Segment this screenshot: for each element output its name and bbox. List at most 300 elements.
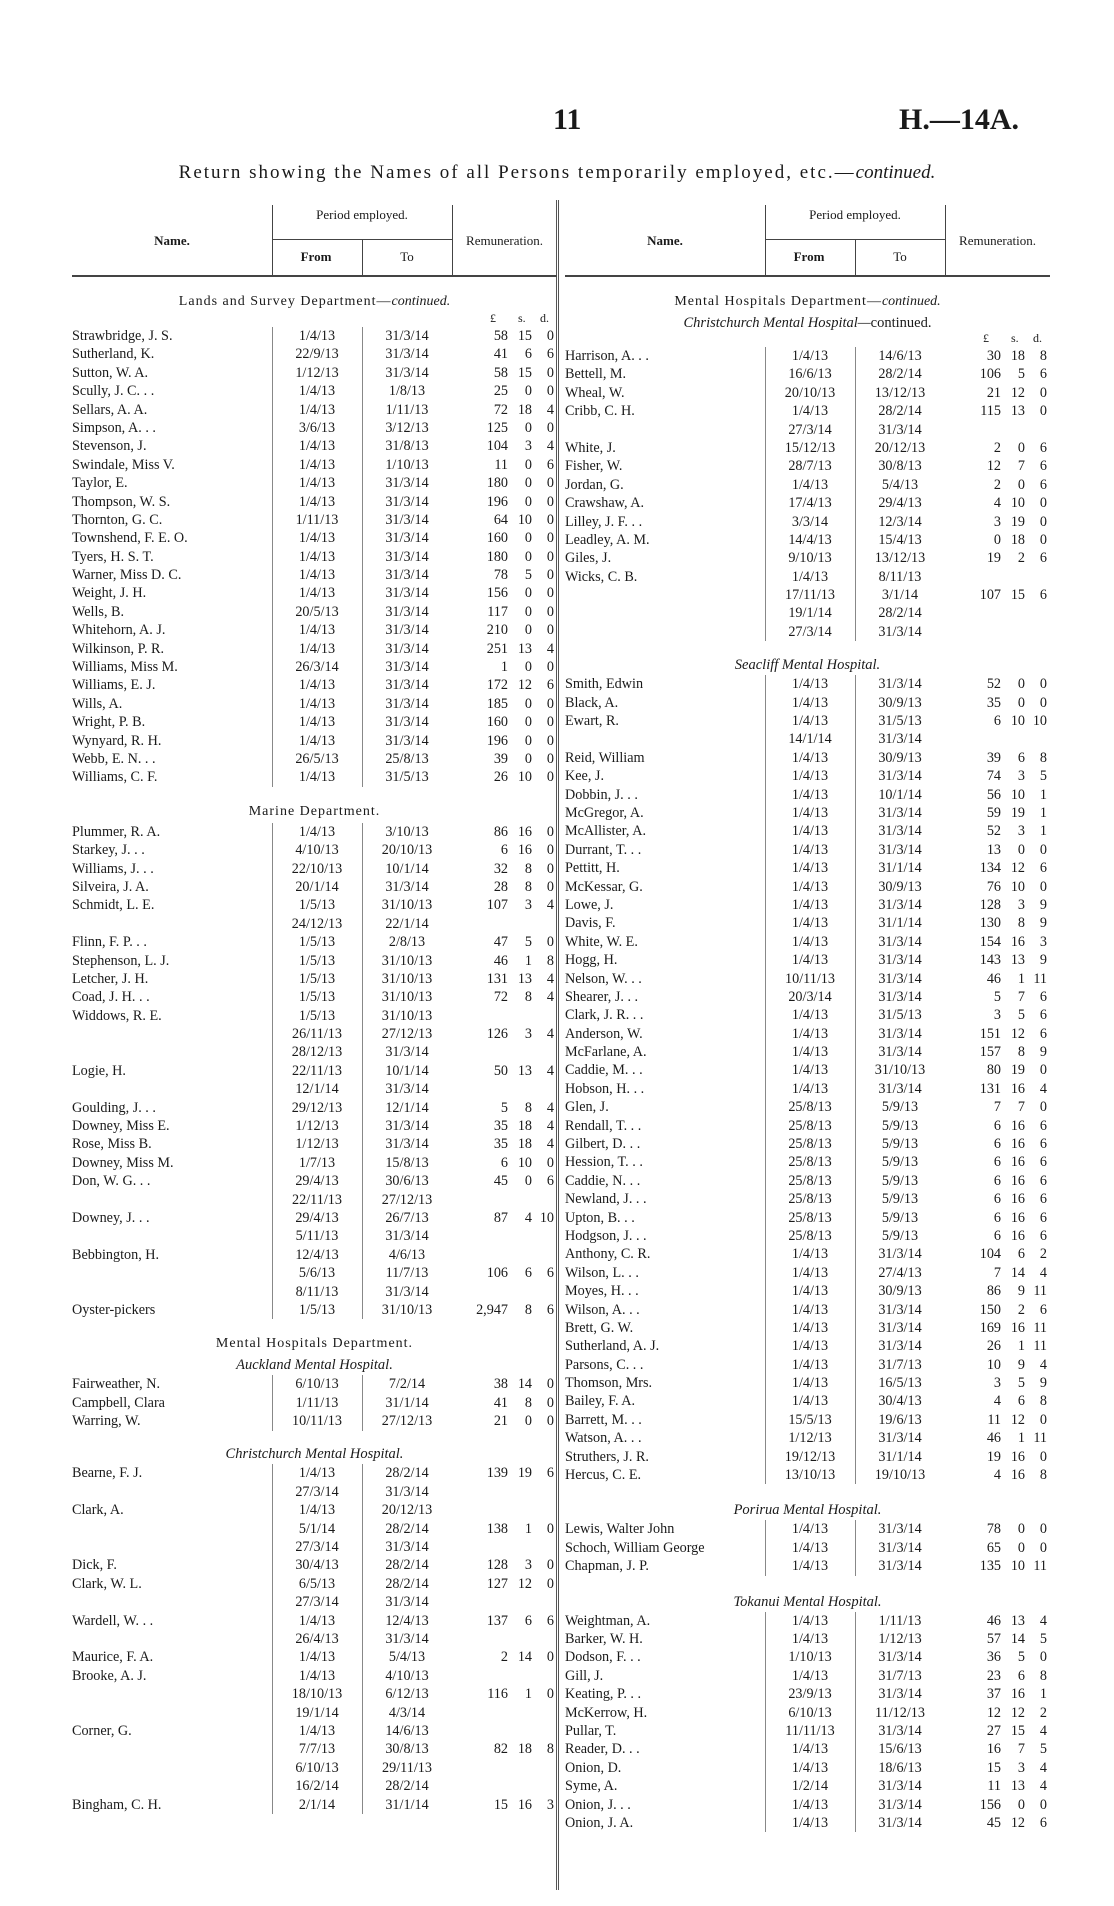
cell-from: 1/4/13	[765, 1245, 854, 1263]
cell-name: Dick, F.	[72, 1557, 117, 1574]
cell-shillings: 15	[1010, 587, 1025, 604]
cell-pounds: 39	[493, 750, 508, 767]
cell-shillings: 6	[1017, 1393, 1025, 1410]
cell-to: 4/3/14	[362, 1704, 451, 1722]
cell-to: 31/3/14	[362, 493, 451, 511]
cell-shillings: 1	[1017, 1430, 1025, 1447]
cell-from: 28/12/13	[272, 1043, 361, 1061]
cell-to: 30/9/13	[855, 878, 944, 896]
cell-pounds: 4	[993, 495, 1001, 512]
cell-shillings: 0	[1017, 1521, 1025, 1538]
cell-pence: 6	[1039, 439, 1047, 456]
table-row	[72, 548, 557, 566]
cell-to: 31/3/14	[855, 1648, 944, 1666]
cell-pence: 9	[1039, 952, 1047, 969]
cell-name: Wilkinson, P. R.	[72, 640, 165, 657]
cell-to: 31/3/14	[855, 1319, 944, 1337]
table-row	[72, 952, 557, 970]
cell-from: 1/4/13	[765, 1374, 854, 1392]
table-row	[565, 1722, 1050, 1740]
table-row	[565, 1264, 1050, 1282]
table-row	[72, 493, 557, 511]
cell-from: 5/11/13	[272, 1227, 361, 1245]
cell-to: 5/4/13	[855, 476, 944, 494]
cell-pence: 6	[1039, 1191, 1047, 1208]
cell-pence: 4	[546, 989, 554, 1006]
cell-name: Brett, G. W.	[565, 1319, 634, 1336]
cell-pence: 6	[1039, 1025, 1047, 1042]
cell-from: 29/4/13	[272, 1172, 361, 1190]
cell-to: 31/3/14	[362, 474, 451, 492]
cell-pence: 6	[1039, 458, 1047, 475]
cell-name: Gilbert, D. . .	[565, 1136, 641, 1153]
table-row	[565, 476, 1050, 494]
cell-pounds: 156	[486, 585, 508, 602]
cell-to: 31/3/14	[362, 695, 451, 713]
cell-pence: 0	[546, 1413, 554, 1430]
cell-pence: 0	[546, 732, 554, 749]
cell-to: 10/1/14	[855, 786, 944, 804]
cell-from: 1/4/13	[272, 1722, 361, 1740]
cell-name: Syme, A.	[565, 1778, 618, 1795]
cell-shillings: 5	[1017, 366, 1025, 383]
cell-pounds: 160	[486, 714, 508, 731]
cell-name: Weight, J. H.	[72, 585, 147, 602]
marine-rows	[72, 823, 557, 1320]
cell-pence: 0	[546, 383, 554, 400]
cell-pounds: 117	[487, 603, 508, 620]
porirua-rows	[565, 1520, 1050, 1575]
cell-pounds: 128	[979, 896, 1001, 913]
cell-from: 1/11/13	[272, 1394, 361, 1412]
table-row	[565, 384, 1050, 402]
table-header	[72, 205, 557, 277]
cell-pence: 4	[546, 1136, 554, 1153]
cell-from: 27/3/14	[272, 1593, 361, 1611]
cell-name: Thomson, Mrs.	[565, 1375, 653, 1392]
cell-from: 1/4/13	[272, 566, 361, 584]
cell-pence: 6	[1039, 476, 1047, 493]
cell-pence: 0	[546, 530, 554, 547]
table-row	[72, 584, 557, 602]
seacliff-rows	[565, 675, 1050, 1484]
header-remuneration: Remuneration.	[959, 233, 1036, 248]
cell-to: 31/8/13	[362, 437, 451, 455]
table-header	[565, 205, 1050, 277]
table-row	[565, 1448, 1050, 1466]
table-row	[72, 529, 557, 547]
cell-to: 31/10/13	[362, 896, 451, 914]
cell-pence: 11	[1033, 1319, 1047, 1336]
cell-pounds: 3	[993, 1007, 1001, 1024]
cell-to: 5/9/13	[855, 1135, 944, 1153]
table-row	[72, 1412, 557, 1430]
cell-name: Upton, B. . .	[565, 1209, 635, 1226]
cell-from: 1/4/13	[765, 568, 854, 586]
cell-to: 28/2/14	[855, 402, 944, 420]
cell-name: Weightman, A.	[565, 1612, 651, 1629]
cell-name: Fairweather, N.	[72, 1376, 161, 1393]
subtitle-main: Return showing the Names of all Persons temporarily employed, etc.—	[178, 162, 856, 183]
cell-shillings: 19	[517, 1465, 532, 1482]
cell-shillings: 16	[1010, 1191, 1025, 1208]
cell-name: Dodson, F. . .	[565, 1649, 641, 1666]
cell-pounds: 5	[500, 1099, 508, 1116]
cell-shillings: 1	[524, 1686, 532, 1703]
cell-from: 1/5/13	[272, 1301, 361, 1319]
table-row	[565, 1704, 1050, 1722]
cell-shillings: 15	[1010, 1722, 1025, 1739]
cell-name: Lilley, J. F. . .	[565, 513, 643, 530]
cell-from: 1/12/13	[765, 1429, 854, 1447]
cell-pounds: 130	[979, 915, 1001, 932]
cell-name: Starkey, J. . .	[72, 842, 145, 859]
cell-pence: 0	[546, 750, 554, 767]
table-row	[565, 970, 1050, 988]
cell-from: 25/8/13	[765, 1209, 854, 1227]
table-row	[565, 1190, 1050, 1208]
cell-to: 31/5/13	[855, 1006, 944, 1024]
cell-from: 6/10/13	[765, 1704, 854, 1722]
cell-pounds: 5	[993, 988, 1001, 1005]
cell-name: Clark, W. L.	[72, 1575, 142, 1592]
table-row	[72, 988, 557, 1006]
cell-to: 11/12/13	[855, 1704, 944, 1722]
header-from: From	[300, 249, 332, 264]
cell-pounds: 46	[986, 1430, 1001, 1447]
cell-pence: 0	[1039, 1448, 1047, 1465]
unit-pence: d.	[1033, 331, 1042, 345]
cell-pence: 11	[1033, 1283, 1047, 1300]
table-row	[72, 1117, 557, 1135]
table-row	[72, 1135, 557, 1153]
cell-pence: 5	[1039, 1741, 1047, 1758]
cell-pounds: 2	[993, 439, 1001, 456]
cell-to: 12/4/13	[362, 1612, 451, 1630]
cell-pence: 5	[1039, 1631, 1047, 1647]
cell-from: 1/4/13	[272, 768, 361, 786]
cell-pence: 4	[1039, 1778, 1047, 1795]
cell-shillings: 16	[1010, 1154, 1025, 1171]
cell-to: 5/9/13	[855, 1153, 944, 1171]
cell-to: 20/12/13	[362, 1501, 451, 1519]
cell-to: 31/3/14	[362, 1135, 451, 1153]
cell-name: Pullar, T.	[565, 1722, 617, 1739]
cell-to: 31/3/14	[855, 767, 944, 785]
cell-shillings: 9	[1017, 1283, 1025, 1300]
cell-from: 26/11/13	[272, 1025, 361, 1043]
cell-to: 7/2/14	[362, 1375, 451, 1393]
table-row	[565, 604, 1050, 622]
cell-to: 31/10/13	[855, 1061, 944, 1079]
section-title-marine: Marine Department.	[248, 803, 381, 819]
cell-name: Clark, J. R. . .	[565, 1007, 644, 1024]
cell-name: Corner, G.	[72, 1722, 132, 1739]
cell-to: 16/5/13	[855, 1374, 944, 1392]
cell-name: Oyster-pickers	[72, 1301, 156, 1318]
cell-shillings: 12	[1010, 1704, 1025, 1721]
cell-shillings: 5	[524, 567, 532, 584]
cell-pence: 1	[1039, 786, 1047, 803]
cell-pounds: 6	[993, 1172, 1001, 1189]
cell-shillings: 7	[1017, 1099, 1025, 1116]
cell-to: 31/3/14	[362, 732, 451, 750]
table-row	[565, 347, 1050, 365]
table-row	[72, 1667, 557, 1685]
page-header	[0, 103, 1114, 143]
cell-shillings: 1	[1017, 970, 1025, 987]
subtitle-cont: continued.	[855, 162, 936, 183]
cell-name: Wicks, C. B.	[565, 568, 638, 585]
table-row	[72, 437, 557, 455]
cell-pounds: 6	[993, 1136, 1001, 1153]
cell-pounds: 134	[979, 860, 1001, 877]
cell-pounds: 131	[979, 1080, 1001, 1097]
table-row	[72, 1593, 557, 1611]
cell-name: Warner, Miss D. C.	[72, 567, 182, 584]
table-row	[565, 804, 1050, 822]
cell-pounds: 107	[486, 897, 508, 914]
table-row	[565, 1135, 1050, 1153]
cell-from: 25/8/13	[765, 1153, 854, 1171]
cell-name: Glen, J.	[565, 1099, 609, 1116]
cell-pounds: 78	[493, 567, 508, 584]
cell-from: 10/11/13	[765, 970, 854, 988]
cell-shillings: 3	[1017, 1759, 1025, 1776]
cell-pence: 2	[1039, 1246, 1047, 1263]
cell-pence: 4	[1039, 1612, 1047, 1629]
cell-shillings: 1	[524, 952, 532, 969]
cell-to: 30/9/13	[855, 749, 944, 767]
cell-name: Plummer, R. A.	[72, 823, 161, 840]
cell-pounds: 160	[486, 530, 508, 547]
cell-to: 31/3/14	[362, 1630, 451, 1648]
cell-shillings: 0	[524, 714, 532, 731]
table-row	[565, 1796, 1050, 1814]
cell-to: 31/3/14	[362, 658, 451, 676]
table-row	[72, 1630, 557, 1648]
table-row	[72, 915, 557, 933]
table-row	[565, 494, 1050, 512]
cell-pence: 8	[1039, 1467, 1047, 1484]
cell-name: Logie, H.	[72, 1062, 126, 1079]
table-row	[565, 914, 1050, 932]
cell-shillings: 8	[524, 860, 532, 877]
cell-pence: 0	[1039, 1796, 1047, 1813]
cell-from: 1/4/13	[272, 529, 361, 547]
cell-pounds: 6	[993, 713, 1001, 730]
cell-shillings: 16	[1010, 1448, 1025, 1465]
cell-to: 1/8/13	[362, 382, 451, 400]
cell-pence: 5	[1039, 768, 1047, 785]
cell-name: Durrant, T. . .	[565, 841, 642, 858]
cell-to: 13/12/13	[855, 549, 944, 567]
table-row	[72, 1301, 557, 1319]
cell-pounds: 27	[986, 1722, 1001, 1739]
cell-from: 22/11/13	[272, 1191, 361, 1209]
cell-pence: 8	[546, 952, 554, 969]
cell-name: Lewis, Walter John	[565, 1521, 675, 1538]
table-row	[565, 1814, 1050, 1832]
cell-pounds: 156	[979, 1796, 1001, 1813]
cell-name: Lowe, J.	[565, 896, 614, 913]
cell-pounds: 0	[993, 531, 1001, 548]
cell-shillings: 8	[524, 1301, 532, 1318]
cell-to: 31/1/14	[855, 859, 944, 877]
cell-pence: 8	[1039, 348, 1047, 364]
cell-pounds: 196	[486, 732, 508, 749]
cell-name: Parsons, C. . .	[565, 1356, 644, 1373]
cell-to: 31/5/13	[855, 712, 944, 730]
table-row	[72, 456, 557, 474]
header-rule	[272, 239, 452, 240]
table-row	[72, 713, 557, 731]
cell-to: 31/3/14	[855, 970, 944, 988]
cell-name: Fisher, W.	[565, 458, 623, 475]
cell-from: 1/4/13	[272, 713, 361, 731]
cell-from: 19/12/13	[765, 1448, 854, 1466]
cell-shillings: 6	[524, 346, 532, 363]
cell-to: 31/3/14	[855, 1722, 944, 1740]
cell-to: 31/10/13	[362, 1007, 451, 1025]
table-row	[72, 1099, 557, 1117]
table-row	[72, 1172, 557, 1190]
cell-shillings: 12	[1010, 1025, 1025, 1042]
cell-from: 25/8/13	[765, 1098, 854, 1116]
table-row	[565, 439, 1050, 457]
cell-to: 20/12/13	[855, 439, 944, 457]
subsection-christchurch-cont	[565, 313, 1050, 333]
header-rule	[272, 205, 273, 275]
cell-name: Harrison, A. . .	[565, 348, 649, 364]
cell-to: 31/10/13	[362, 1301, 451, 1319]
cell-to: 14/6/13	[362, 1722, 451, 1740]
cell-pence: 6	[1039, 860, 1047, 877]
cell-pence: 0	[546, 1520, 554, 1537]
cell-pence: 0	[546, 842, 554, 859]
cell-from: 27/3/14	[765, 421, 854, 439]
table-row	[72, 1246, 557, 1264]
cell-to: 5/9/13	[855, 1190, 944, 1208]
cell-shillings: 7	[1017, 1741, 1025, 1758]
table-row	[565, 1685, 1050, 1703]
cell-pence: 4	[546, 438, 554, 455]
subsection-title-text: Christchurch Mental Hospital—	[683, 315, 871, 331]
cell-from: 27/3/14	[765, 623, 854, 641]
cell-from: 1/5/13	[272, 988, 361, 1006]
cell-to: 31/3/14	[362, 1283, 451, 1301]
cell-from: 1/4/13	[765, 712, 854, 730]
cell-shillings: 16	[1010, 1209, 1025, 1226]
cell-from: 3/3/14	[765, 513, 854, 531]
table-row	[72, 970, 557, 988]
table-row	[72, 382, 557, 400]
cell-from: 1/4/13	[272, 548, 361, 566]
header-period: Period employed.	[316, 207, 408, 222]
cell-shillings: 12	[517, 677, 532, 694]
table-row	[72, 1759, 557, 1777]
cell-shillings: 7	[1017, 458, 1025, 475]
cell-to: 31/3/14	[855, 951, 944, 969]
cell-pence: 6	[1039, 1136, 1047, 1153]
cell-name: Shearer, J. . .	[565, 988, 639, 1005]
cell-name: Sutherland, A. J.	[565, 1338, 660, 1355]
cell-shillings: 6	[1017, 749, 1025, 766]
cell-from: 24/12/13	[272, 915, 361, 933]
cell-name: Hobson, H. . .	[565, 1080, 645, 1097]
cell-to: 27/12/13	[362, 1191, 451, 1209]
table-row	[565, 1520, 1050, 1538]
cell-pounds: 6	[993, 1154, 1001, 1171]
cell-from: 1/4/13	[765, 914, 854, 932]
cell-pence: 8	[1039, 1667, 1047, 1684]
cell-to: 4/10/13	[362, 1667, 451, 1685]
cell-pounds: 128	[486, 1557, 508, 1574]
cell-from: 25/8/13	[765, 1172, 854, 1190]
table-row	[72, 1025, 557, 1043]
cell-to: 31/3/14	[855, 804, 944, 822]
cell-from: 1/4/13	[765, 1759, 854, 1777]
cell-pounds: 12	[986, 458, 1001, 475]
cell-to: 31/3/14	[362, 640, 451, 658]
cell-pence: 0	[1039, 1539, 1047, 1556]
cell-from: 7/7/13	[272, 1740, 361, 1758]
unit-pounds: £	[983, 331, 989, 345]
cell-from: 29/12/13	[272, 1099, 361, 1117]
cell-name: Chapman, J. P.	[565, 1558, 649, 1575]
cell-name: Stevenson, J.	[72, 438, 147, 455]
table-row	[72, 474, 557, 492]
cell-pence: 6	[1039, 587, 1047, 604]
cell-pence: 11	[1033, 1338, 1047, 1355]
cell-shillings: 14	[517, 1376, 532, 1393]
table-row	[565, 1429, 1050, 1447]
cell-name: Bettell, M.	[565, 366, 627, 383]
unit-shillings: s.	[518, 311, 526, 325]
cell-shillings: 0	[524, 1413, 532, 1430]
cell-pounds: 86	[493, 823, 508, 840]
cell-pence: 4	[1039, 1356, 1047, 1373]
cell-from: 1/4/13	[765, 347, 854, 365]
table-row	[72, 364, 557, 382]
cell-to: 31/3/14	[362, 1538, 451, 1556]
cell-shillings: 19	[1010, 804, 1025, 821]
cell-shillings: 10	[1010, 713, 1025, 730]
table-row	[72, 878, 557, 896]
auckland-rows	[72, 1375, 557, 1430]
cell-to: 30/6/13	[362, 1172, 451, 1190]
cell-from: 2/1/14	[272, 1796, 361, 1814]
cell-from: 20/3/14	[765, 988, 854, 1006]
cell-to: 28/2/14	[362, 1777, 451, 1795]
cell-pounds: 45	[986, 1814, 1001, 1831]
table-row	[565, 1245, 1050, 1263]
cell-name: Jordan, G.	[565, 476, 624, 493]
cell-to: 12/1/14	[362, 1099, 451, 1117]
cell-shillings: 0	[524, 456, 532, 473]
cell-pounds: 104	[486, 438, 508, 455]
cell-to: 5/4/13	[362, 1648, 451, 1666]
cell-from: 22/11/13	[272, 1062, 361, 1080]
cell-shillings: 10	[517, 1154, 532, 1171]
cell-shillings: 13	[517, 1062, 532, 1079]
cell-to: 31/3/14	[855, 421, 944, 439]
cell-from: 1/4/13	[765, 1520, 854, 1538]
cell-from: 1/4/13	[765, 933, 854, 951]
cell-from: 1/4/13	[765, 1630, 854, 1648]
cell-pence: 0	[546, 934, 554, 951]
cell-from: 1/4/13	[765, 841, 854, 859]
